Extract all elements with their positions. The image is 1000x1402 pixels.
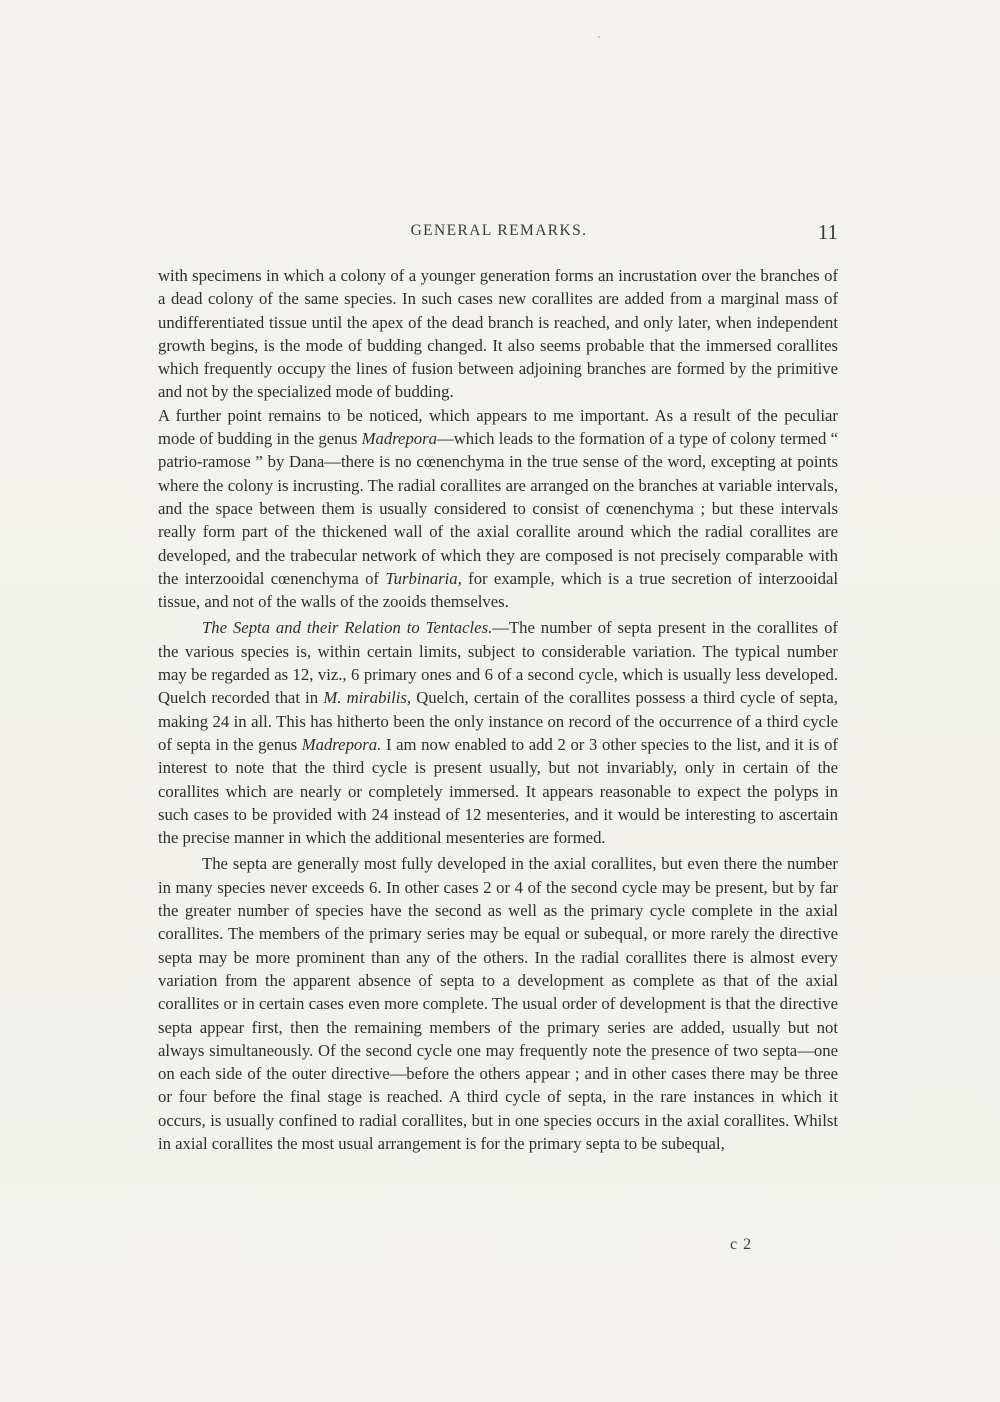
section-heading: The Septa and their Relation to Tentacles. — [202, 618, 493, 638]
paragraph — [158, 264, 838, 404]
paragraph — [158, 616, 838, 849]
paragraph-text: —The number of septa present in the corallites of the various species is, within certain limits, subject to considerable variation. The typical number may be regarded as 12, viz., 6 primary ones and 6 of a second cycle, which is usually less developed. Quelch recorded that in — [158, 618, 838, 708]
paragraph-text: A further point remains to be noticed, which appears to me important. As a result of the peculiar mode of budding in the genus — [158, 405, 838, 449]
genus-name: Madrepora. — [301, 734, 382, 754]
running-title: GENERAL REMARKS. — [410, 222, 588, 239]
paragraph-text: —which leads to the formation of a type of colony termed “ patrio-ramose ” by Dana—there is no cœnenchyma in the true sense of the word, excepting at points where the colony is incrusting. The radial corallites are arranged on the branches at variable intervals, and the space between them is usually considered to consist of cœnenchyma ; but these intervals really form part of the thickened wall of the axial corallite around which the radial corallites are developed, and the trabecular network of which they are composed is not precisely comparable with the interzooidal cœnenchyma of — [158, 429, 838, 588]
paper-speck — [598, 36, 600, 38]
page-header — [160, 218, 838, 248]
paragraph-text: for example, which is a true secretion of interzooidal tissue, and not of the walls of the zooids themselves. — [158, 568, 838, 612]
paragraph-text: The septa are generally most fully developed in the axial corallites, but even there the number in many species never exceeds 6. In other cases 2 or 4 of the second cycle may be present, but by far the greater number of species have the second as well as the primary cycle complete in the axial corallites. The members of the primary series may be equal or subequal, or more rarely the directive septa may be more prominent than any of the others. In the radial corallites there is almost every variation from the apparent absence of septa to a development as complete as that of the axial corallites or in certain cases even more complete. The usual order of development is that the directive septa appear first, then the remaining members of the primary series are added, usually but not always simultaneously. Of the second cycle one may frequently note the presence of two septa—one on each side of the outer directive—before the others appear ; and in other cases there may be three or four before the final stage is reached. A third cycle of septa, in the rare instances in which it occurs, is usually confined to radial corallites, but in one species occurs in the axial corallites. Whilst in axial corallites the most usual arrangement is for the primary septa to be subequal, — [158, 854, 838, 1153]
paragraph-text: Quelch, certain of the corallites possess a third cycle of septa, making 24 in all. This has hitherto been the only instance on record of the occurrence of a third cycle of septa in the genus — [158, 688, 838, 754]
paragraph — [158, 852, 838, 1155]
paragraph — [158, 404, 838, 614]
genus-name: Madrepora — [361, 429, 437, 449]
paragraph-text: I am now enabled to add 2 or 3 other species to the list, and it is of interest to note that the third cycle is present usually, but not invariably, only in certain of the corallites which are nearly or completely immersed. It appears reasonable to expect the polyps in such cases to be provided with 24 instead of 12 mesenteries, and it would be interesting to ascertain the precise manner in which the additional mesenteries are formed. — [158, 734, 838, 848]
body-text — [158, 264, 838, 1155]
genus-name: Turbinaria, — [385, 568, 462, 588]
paragraph-text: with specimens in which a colony of a younger generation forms an incrustation over the branches of a dead colony of the same species. In such cases new corallites are added from a marginal mass of undifferentiated tissue until the apex of the dead branch is reached, and only later, when independent growth begins, is the mode of budding changed. It also seems probable that the immersed corallites which frequently occupy the lines of fusion between adjoining branches are formed by the primitive and not by the specialized mode of budding. — [158, 266, 838, 402]
species-name: M. mirabilis, — [323, 688, 412, 708]
signature-mark: c 2 — [730, 1236, 753, 1253]
page-number: 11 — [817, 220, 838, 244]
